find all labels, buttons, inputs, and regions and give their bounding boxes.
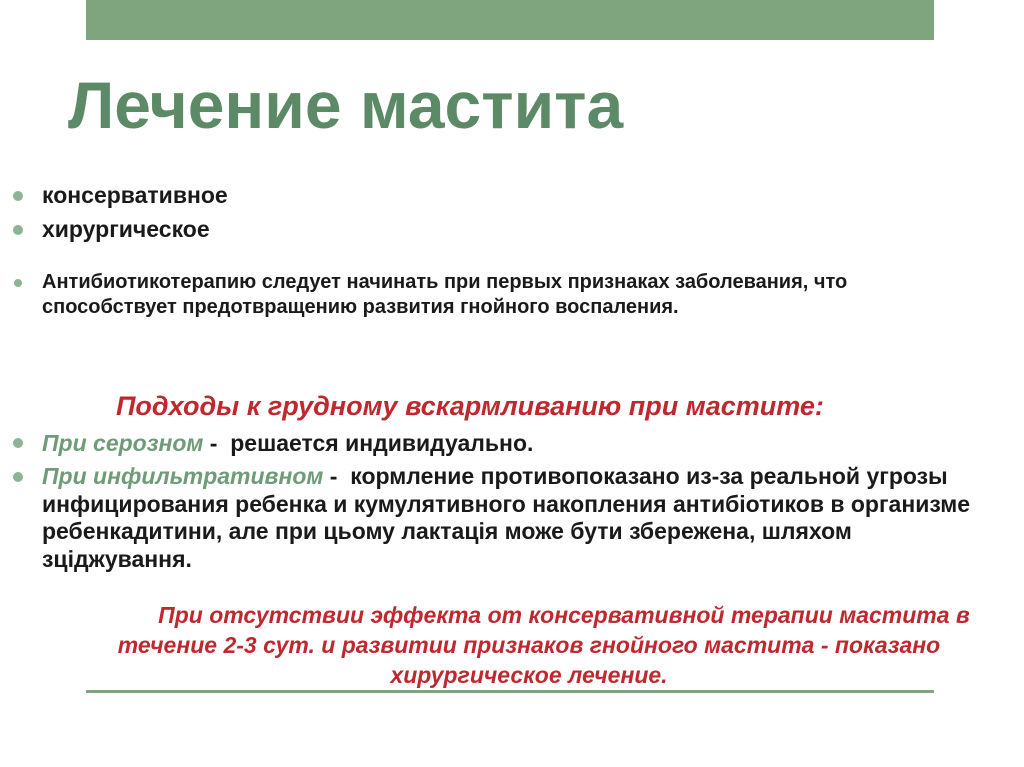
- bullet-serous: [42, 429, 533, 457]
- conclusion-text: При отсутствии эффекта от консервативной терапии мастита в течение 2-3 сут. и развитии признаков гнойного мастита - показано хирургическое лечение.: [117, 602, 970, 688]
- bullet-dot: [13, 438, 23, 448]
- infiltrative-label: При инфильтративном: [42, 463, 324, 489]
- slide-title: Лечение мастита: [68, 68, 624, 142]
- bullet-dot: [13, 472, 23, 482]
- bottom-decorative-rule: [86, 690, 934, 693]
- serous-dash: -: [203, 430, 224, 456]
- antibiotic-note: Антибиотикотерапию следует начинать при первых признаках заболевания, что способствует предотвращению развития гнойного воспаления.: [42, 271, 848, 318]
- bullet-dot: [14, 279, 22, 287]
- bullet-surgical: хирургическое: [42, 216, 210, 242]
- top-decorative-bar: [86, 0, 934, 40]
- serous-text: решается индивидуально.: [223, 430, 534, 456]
- bullet-dot: [13, 191, 23, 201]
- bullet-dot: [13, 225, 23, 235]
- surgical-conclusion: [44, 600, 1014, 690]
- breastfeeding-heading: Подходы к грудному вскармливанию при мастите:: [116, 391, 824, 421]
- serous-label: При серозном: [42, 430, 204, 456]
- bullet-conservative: консервативное: [42, 182, 228, 208]
- infiltrative-text: кормление противопоказано из-за реальной угрозы инфицирования ребенка и кумулятивного накопления антибiотиков в организме ребенкадитини, але при цьому лактація може бути збережена, шляхом зціджування.: [42, 463, 971, 572]
- infiltrative-dash: -: [323, 463, 344, 489]
- bullet-infiltrative: [42, 463, 992, 573]
